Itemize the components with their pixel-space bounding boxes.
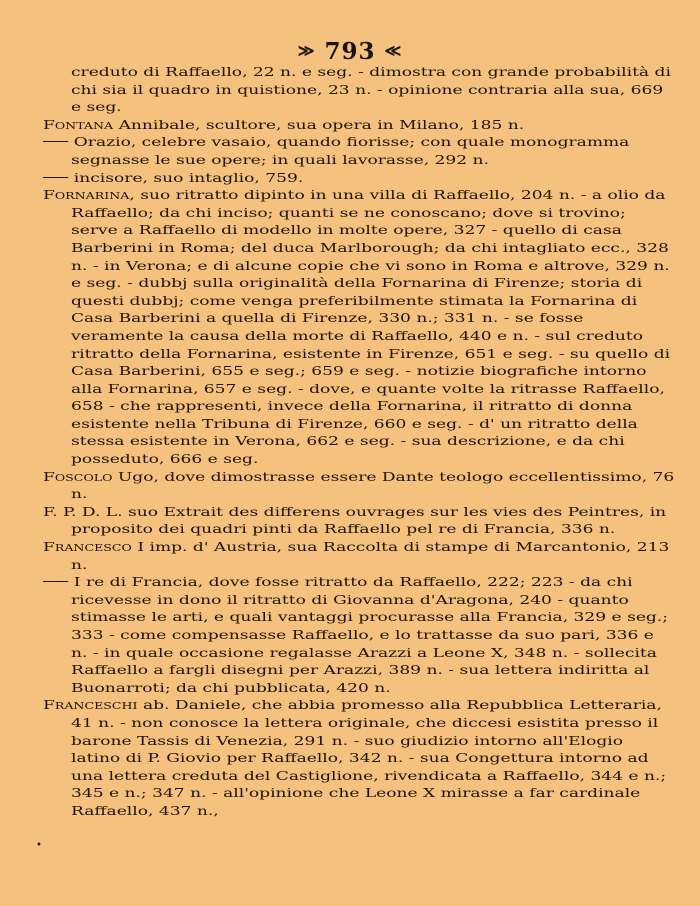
- right-ornament: ≪: [384, 41, 403, 60]
- entry-text: suo Extrait des differens ouvrages sur les vies des Peintres, in proposito dei quadri pinti da Raffaello pel re di Francia, 336 n.: [71, 504, 667, 537]
- sub-entry-orazio: [43, 134, 674, 169]
- entry-head: Foscolo: [43, 469, 113, 484]
- entry-text: Annibale, scultore, sua opera in Milano, 185 n.: [113, 117, 525, 132]
- entry-text: incisore, suo intaglio, 759.: [73, 170, 304, 185]
- ditto-dash: [43, 581, 68, 582]
- index-entry-franceschi: [43, 697, 674, 820]
- ditto-dash: [43, 141, 68, 142]
- index-entry-fpdl: [43, 504, 674, 539]
- ditto-dash: [43, 177, 68, 178]
- index-entries: [43, 64, 674, 821]
- entry-head: Fornarina: [43, 188, 130, 203]
- entry-head: Francesco: [43, 540, 132, 555]
- page-number-text: 793: [324, 38, 376, 65]
- entry-head: Franceschi: [43, 698, 138, 713]
- index-entry-francesco: [43, 539, 674, 574]
- index-entry-fornarina: [43, 187, 674, 469]
- entry-text: I re di Francia, dove fosse ritratto da Raffaello, 222; 223 - da chi ricevesse in dono il ritratto di Giovanna d'Aragona, 240 - quanto stimasse le arti, e quali vantaggi procurasse alla Francia, 329 e seg.; 333 - come compensasse Raffaello, e lo trattasse da suo pari, 336 e n. - in quale occasione regalasse Arazzi a Leone X, 348 n. - sollecita Raffaello a fargli disegni per Arazzi, 389 n. - sua lettera indiritta al Buonarroti; da chi pubblicata, 420 n.: [71, 575, 669, 695]
- page-number: [0, 38, 700, 65]
- left-ornament: ≫: [297, 41, 316, 60]
- continuation-text: creduto di Raffaello, 22 n. e seg. - dimostra con grande probabilità di chi sia il quadro in quistione, 23 n. - opinione contraria alla sua, 669 e seg.: [71, 65, 671, 115]
- entry-head: Fontana: [43, 117, 114, 132]
- entry-text: I imp. d' Austria, sua Raccolta di stampe di Marcantonio, 213 n.: [71, 540, 670, 572]
- entry-text: Orazio, celebre vasaio, quando fiorisse; con quale monogramma segnasse le sue opere; in quali lavorasse, 292 n.: [71, 135, 630, 167]
- index-entry-fontana: [43, 117, 674, 135]
- sub-entry-incisore: [43, 170, 674, 188]
- entry-text: ab. Daniele, che abbia promesso alla Repubblica Letteraria, 41 n. - non conosce la lettera originale, che diccesi esistita presso il barone Tassis di Venezia, 291 n. - suo giudizio intorno all'Elogio latino di P. Giovio per Raffaello, 342 n. - sua Congettura intorno ad una lettera creduta del Castiglione, rivendicata a Raffaello, 344 e n.; 345 e n.; 347 n. - all'opinione che Leone X mirasse a far cardinale Raffaello, 437 n.,: [71, 698, 667, 818]
- entry-text: Ugo, dove dimostrasse essere Dante teologo eccellentissimo, 76 n.: [71, 469, 675, 502]
- entry-text: , suo ritratto dipinto in una villa di Raffaello, 204 n. - a olio da Raffaello; da chi inciso; quanti se ne conoscano; dove si trovino; serve a Raffaello di modello in molte opere, 327 - quello di casa Barberini in Roma; del duca Marlborough; da chi intagliato ecc., 328 n. - in Verona; e di alcune copie che vi sono in Roma e altrove, 329 n. e seg. - dubbj sulla originalità della Fornarina di Firenze; storia di questi dubbj; come venga preferibilmente stimata la Fornarina di Casa Barberini a quella di Firenze, 330 n.; 331 n. - se fosse veramente la causa della morte di Raffaello, 440 e n. - sul creduto ritratto della Fornarina, esistente in Firenze, 651 e seg. - su quello di Casa Barberini, 655 e seg.; 659 e seg. - notizie biografiche intorno alla Fornarina, 657 e seg. - dove, e quante volte la ritrasse Raffaello, 658 - che rappresenti, invece della Fornarina, il ritratto di donna esistente nella Tribuna di Firenze, 660 e seg. - d' un ritratto della stessa esistente in Verona, 662 e seg. - sua descrizione, e da chi posseduto, 666 e seg.: [71, 188, 671, 467]
- index-entry-foscolo: [43, 469, 674, 504]
- sub-entry-francesco-re: [43, 574, 674, 697]
- margin-dot: •: [36, 840, 42, 851]
- entry-head: F. P. D. L.: [43, 504, 123, 519]
